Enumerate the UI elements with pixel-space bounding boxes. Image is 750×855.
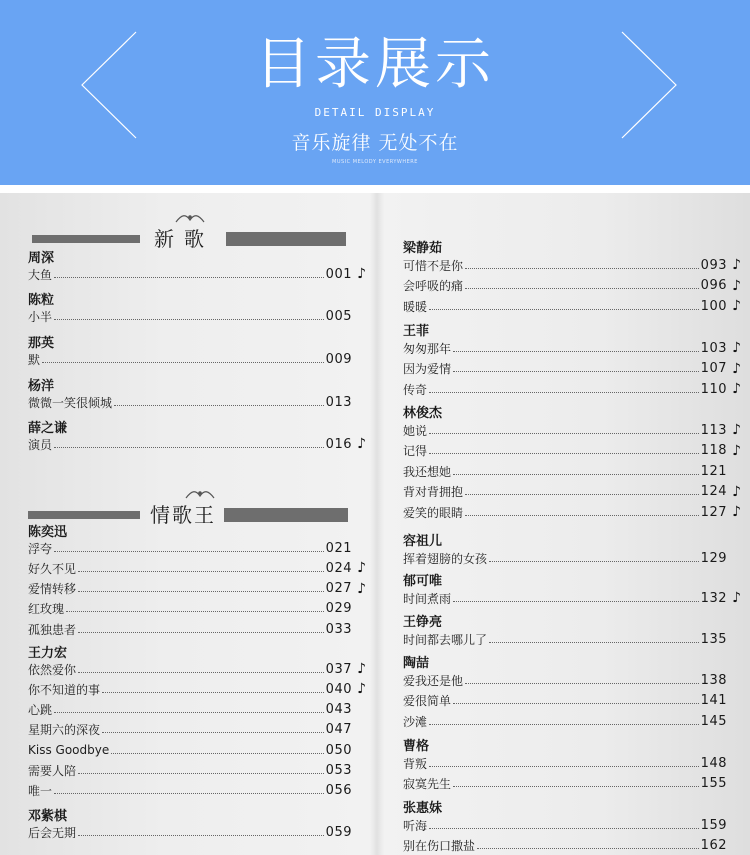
artist-name: 邓紫棋 xyxy=(28,809,68,824)
dot-leader xyxy=(78,773,324,774)
page-number: 145 xyxy=(700,713,727,729)
dot-leader xyxy=(429,828,699,829)
page-title: 目录展示 xyxy=(255,32,495,97)
music-note-icon: ♪ xyxy=(732,504,741,520)
artist-name: 梁静茹 xyxy=(403,241,443,256)
toc-entry[interactable] xyxy=(28,741,366,759)
dot-leader xyxy=(78,835,324,836)
section-bar-right xyxy=(226,232,346,246)
song-title: 时间煮雨 xyxy=(403,591,452,606)
dot-leader xyxy=(429,766,699,767)
artist-name: 王铮亮 xyxy=(403,615,443,630)
page-number: 056 xyxy=(325,783,352,799)
toc-entry[interactable] xyxy=(403,277,741,295)
music-note-icon: ♪ xyxy=(732,360,741,377)
toc-entry[interactable] xyxy=(403,692,741,710)
music-note-icon: ♪ xyxy=(732,483,741,500)
dot-leader xyxy=(429,433,699,434)
toc-entry[interactable] xyxy=(403,360,741,378)
song-title: 唯一 xyxy=(28,784,53,799)
music-note-icon: ♪ xyxy=(732,381,741,397)
toc-entry[interactable] xyxy=(28,782,366,800)
toc-entry[interactable] xyxy=(28,620,366,638)
toc-entry[interactable] xyxy=(403,837,741,855)
artist-name: 周深 xyxy=(28,251,55,266)
song-title: 后会无期 xyxy=(28,825,77,840)
music-note-icon: ♪ xyxy=(732,590,741,606)
artist-name: 容祖儿 xyxy=(403,534,443,549)
page-number: 029 xyxy=(325,601,352,617)
page-number: 093 xyxy=(700,257,727,273)
artist-name: 曹格 xyxy=(403,739,430,754)
dot-leader xyxy=(54,712,324,713)
toc-entry[interactable] xyxy=(28,701,366,719)
music-note-icon: ♪ xyxy=(732,422,741,438)
page-fold xyxy=(370,193,384,855)
toc-entry[interactable] xyxy=(28,721,366,739)
dot-leader xyxy=(465,515,699,516)
page-number: 118 xyxy=(700,443,727,458)
song-title: 微微一笑很倾城 xyxy=(28,395,113,410)
toc-entry[interactable] xyxy=(28,265,366,283)
dot-leader xyxy=(111,753,323,754)
page-number: 016 xyxy=(325,436,352,452)
divider xyxy=(0,185,750,193)
page-number: 053 xyxy=(325,763,352,778)
song-title: 爱笑的眼睛 xyxy=(403,505,464,520)
song-title: 背对背拥抱 xyxy=(403,485,464,499)
dot-leader xyxy=(54,793,324,794)
song-title: 红玫瑰 xyxy=(28,602,65,617)
toc-entry[interactable] xyxy=(403,712,741,730)
toc-entry[interactable] xyxy=(403,380,741,398)
dot-leader xyxy=(429,309,699,310)
toc-entry[interactable] xyxy=(28,680,366,698)
page-number: 037 xyxy=(325,661,352,677)
toc-entry[interactable] xyxy=(403,671,741,689)
song-title: 记得 xyxy=(403,444,428,458)
song-title: 我还想她 xyxy=(403,464,452,479)
toc-entry[interactable] xyxy=(28,660,366,678)
dot-leader xyxy=(465,268,699,269)
page-number: 135 xyxy=(700,631,727,647)
page-number: 009 xyxy=(325,351,352,367)
song-title: 星期六的深夜 xyxy=(28,723,101,738)
song-title: 依然爱你 xyxy=(28,662,77,677)
toc-entry[interactable] xyxy=(28,762,366,780)
music-note-icon: ♪ xyxy=(357,661,366,677)
toc-entry[interactable] xyxy=(403,589,741,607)
page-number: 103 xyxy=(700,340,727,356)
dot-leader xyxy=(54,447,324,448)
section-bar-left xyxy=(32,235,140,243)
toc-entry[interactable] xyxy=(28,580,366,598)
song-title: 演员 xyxy=(28,437,53,452)
music-note-icon: ♪ xyxy=(357,681,366,698)
music-note-icon: ♪ xyxy=(732,257,741,273)
music-note-icon: ♪ xyxy=(357,436,366,452)
artist-name: 王菲 xyxy=(403,324,430,339)
page-number: 021 xyxy=(325,540,352,556)
song-title: 时间都去哪儿了 xyxy=(403,632,488,647)
page-number: 162 xyxy=(700,838,727,853)
dot-leader xyxy=(78,672,324,673)
dot-leader xyxy=(429,724,699,725)
toc-entry[interactable] xyxy=(403,442,741,460)
toc-entry[interactable] xyxy=(28,600,366,618)
dot-leader xyxy=(453,703,699,704)
section-title-love: 情歌王 xyxy=(150,503,216,527)
dot-leader xyxy=(54,319,324,320)
song-title: 会呼吸的痛 xyxy=(403,279,464,293)
song-title: 传奇 xyxy=(403,382,428,397)
dot-leader xyxy=(465,494,699,495)
dot-leader xyxy=(66,611,324,612)
page-number: 127 xyxy=(700,504,727,520)
toc-entry[interactable] xyxy=(403,816,741,834)
page-number: 159 xyxy=(700,817,727,833)
song-title: 她说 xyxy=(403,423,428,438)
dot-leader xyxy=(477,848,699,849)
page-number: 100 xyxy=(700,298,727,314)
artist-name: 郁可唯 xyxy=(403,574,443,589)
toc-entry[interactable] xyxy=(403,462,741,480)
toc-page xyxy=(0,193,750,855)
section-header-new xyxy=(28,227,348,253)
header-banner xyxy=(0,0,750,185)
artist-name: 林俊杰 xyxy=(403,406,443,421)
dot-leader xyxy=(78,632,324,633)
song-title: 小半 xyxy=(28,309,53,324)
section-header-love xyxy=(28,503,348,529)
song-title: 爱很简单 xyxy=(403,694,452,708)
page-number: 148 xyxy=(700,755,727,771)
toc-entry[interactable] xyxy=(28,307,366,325)
music-note-icon: ♪ xyxy=(357,580,366,597)
page-number: 138 xyxy=(700,672,727,688)
page-number: 107 xyxy=(700,361,727,376)
toc-entry[interactable] xyxy=(403,754,741,772)
song-title: Kiss Goodbye xyxy=(28,743,110,758)
toc-entry[interactable] xyxy=(403,775,741,793)
toc-entry[interactable] xyxy=(403,297,741,315)
song-title: 可惜不是你 xyxy=(403,258,464,273)
dot-leader xyxy=(42,362,324,363)
dot-leader xyxy=(453,371,699,372)
song-title: 因为爱情 xyxy=(403,362,452,376)
slogan: 音乐旋律 无处不在 xyxy=(291,132,459,154)
dot-leader xyxy=(78,591,324,592)
toc-entry[interactable] xyxy=(403,503,741,521)
artist-name: 陶喆 xyxy=(403,656,430,671)
music-note-icon: ♪ xyxy=(732,442,741,459)
song-title: 心跳 xyxy=(28,703,53,718)
dot-leader xyxy=(453,351,699,352)
page-number: 033 xyxy=(325,621,352,637)
page-number: 027 xyxy=(325,581,352,597)
page-number: 001 xyxy=(325,266,352,282)
toc-entry[interactable] xyxy=(28,350,366,368)
song-title: 寂寞先生 xyxy=(403,777,452,791)
page-number: 096 xyxy=(700,278,727,293)
page-number: 110 xyxy=(700,381,727,397)
dot-leader xyxy=(429,453,699,454)
dot-leader xyxy=(489,642,699,643)
page-number: 047 xyxy=(325,722,352,738)
page-number: 059 xyxy=(325,824,352,840)
toc-entry[interactable] xyxy=(28,559,366,577)
page-number: 005 xyxy=(325,308,352,324)
page-number: 155 xyxy=(700,776,727,791)
dot-leader xyxy=(54,551,324,552)
section-bar-left xyxy=(28,511,140,519)
song-title: 沙滩 xyxy=(403,714,428,729)
song-title: 默 xyxy=(28,352,41,367)
song-title: 听海 xyxy=(403,818,428,833)
dot-leader xyxy=(453,601,699,602)
song-title: 暖暖 xyxy=(403,299,428,314)
music-note-icon: ♪ xyxy=(357,266,366,282)
page-number: 050 xyxy=(325,742,352,758)
section-title-new: 新歌 xyxy=(154,227,214,251)
artist-name: 那英 xyxy=(28,336,55,351)
song-title: 大鱼 xyxy=(28,267,53,282)
toc-entry[interactable] xyxy=(403,421,741,439)
dot-leader xyxy=(429,392,699,393)
section-bar-right xyxy=(224,508,348,522)
page-number: 124 xyxy=(700,484,727,499)
dot-leader xyxy=(78,571,324,572)
toc-entry[interactable] xyxy=(28,823,366,841)
dot-leader xyxy=(453,786,699,787)
song-title: 浮夸 xyxy=(28,541,53,556)
page-number: 121 xyxy=(700,463,727,479)
page-number: 129 xyxy=(700,550,727,566)
toc-entry[interactable] xyxy=(403,256,741,274)
toc-entry[interactable] xyxy=(403,549,741,567)
dot-leader xyxy=(102,732,324,733)
page-number: 141 xyxy=(700,693,727,708)
music-note-icon: ♪ xyxy=(732,298,741,314)
song-title: 好久不见 xyxy=(28,561,77,576)
artist-name: 张惠妹 xyxy=(403,801,443,816)
dot-leader xyxy=(54,277,324,278)
artist-name: 杨洋 xyxy=(28,379,55,394)
slogan-en: MUSIC MELODY EVERYWHERE xyxy=(332,159,418,165)
toc-entry[interactable] xyxy=(403,630,741,648)
music-note-icon: ♪ xyxy=(357,560,366,577)
dot-leader xyxy=(465,288,699,289)
toc-entry[interactable] xyxy=(28,539,366,557)
artist-name: 王力宏 xyxy=(28,646,68,661)
dot-leader xyxy=(489,561,699,562)
song-title: 爱我还是他 xyxy=(403,673,464,688)
page-number: 113 xyxy=(700,422,727,438)
toc-entry[interactable] xyxy=(403,483,741,501)
song-title: 孤独患者 xyxy=(28,622,77,637)
dot-leader xyxy=(114,405,324,406)
toc-entry[interactable] xyxy=(28,393,366,411)
song-title: 挥着翅膀的女孩 xyxy=(403,551,488,566)
page-number: 040 xyxy=(325,681,352,697)
song-title: 匆匆那年 xyxy=(403,341,452,356)
artist-name: 陈粒 xyxy=(28,293,55,308)
dot-leader xyxy=(453,474,699,475)
page-number: 132 xyxy=(700,590,727,606)
artist-name: 薛之谦 xyxy=(28,421,68,436)
dot-leader xyxy=(102,692,324,693)
song-title: 别在伤口撒盐 xyxy=(403,839,476,853)
artist-name: 陈奕迅 xyxy=(28,525,68,540)
music-note-icon: ♪ xyxy=(732,340,741,356)
page-number: 024 xyxy=(325,560,352,576)
page-number: 043 xyxy=(325,702,352,718)
toc-entry[interactable] xyxy=(403,339,741,357)
dot-leader xyxy=(465,683,699,684)
song-title: 你不知道的事 xyxy=(28,682,101,697)
toc-entry[interactable] xyxy=(28,435,366,453)
song-title: 爱情转移 xyxy=(28,582,77,597)
song-title: 需要人陪 xyxy=(28,764,77,778)
song-title: 背叛 xyxy=(403,756,428,771)
music-note-icon: ♪ xyxy=(732,277,741,294)
subtitle-en: DETAIL DISPLAY xyxy=(314,106,436,119)
page-number: 013 xyxy=(325,394,352,410)
